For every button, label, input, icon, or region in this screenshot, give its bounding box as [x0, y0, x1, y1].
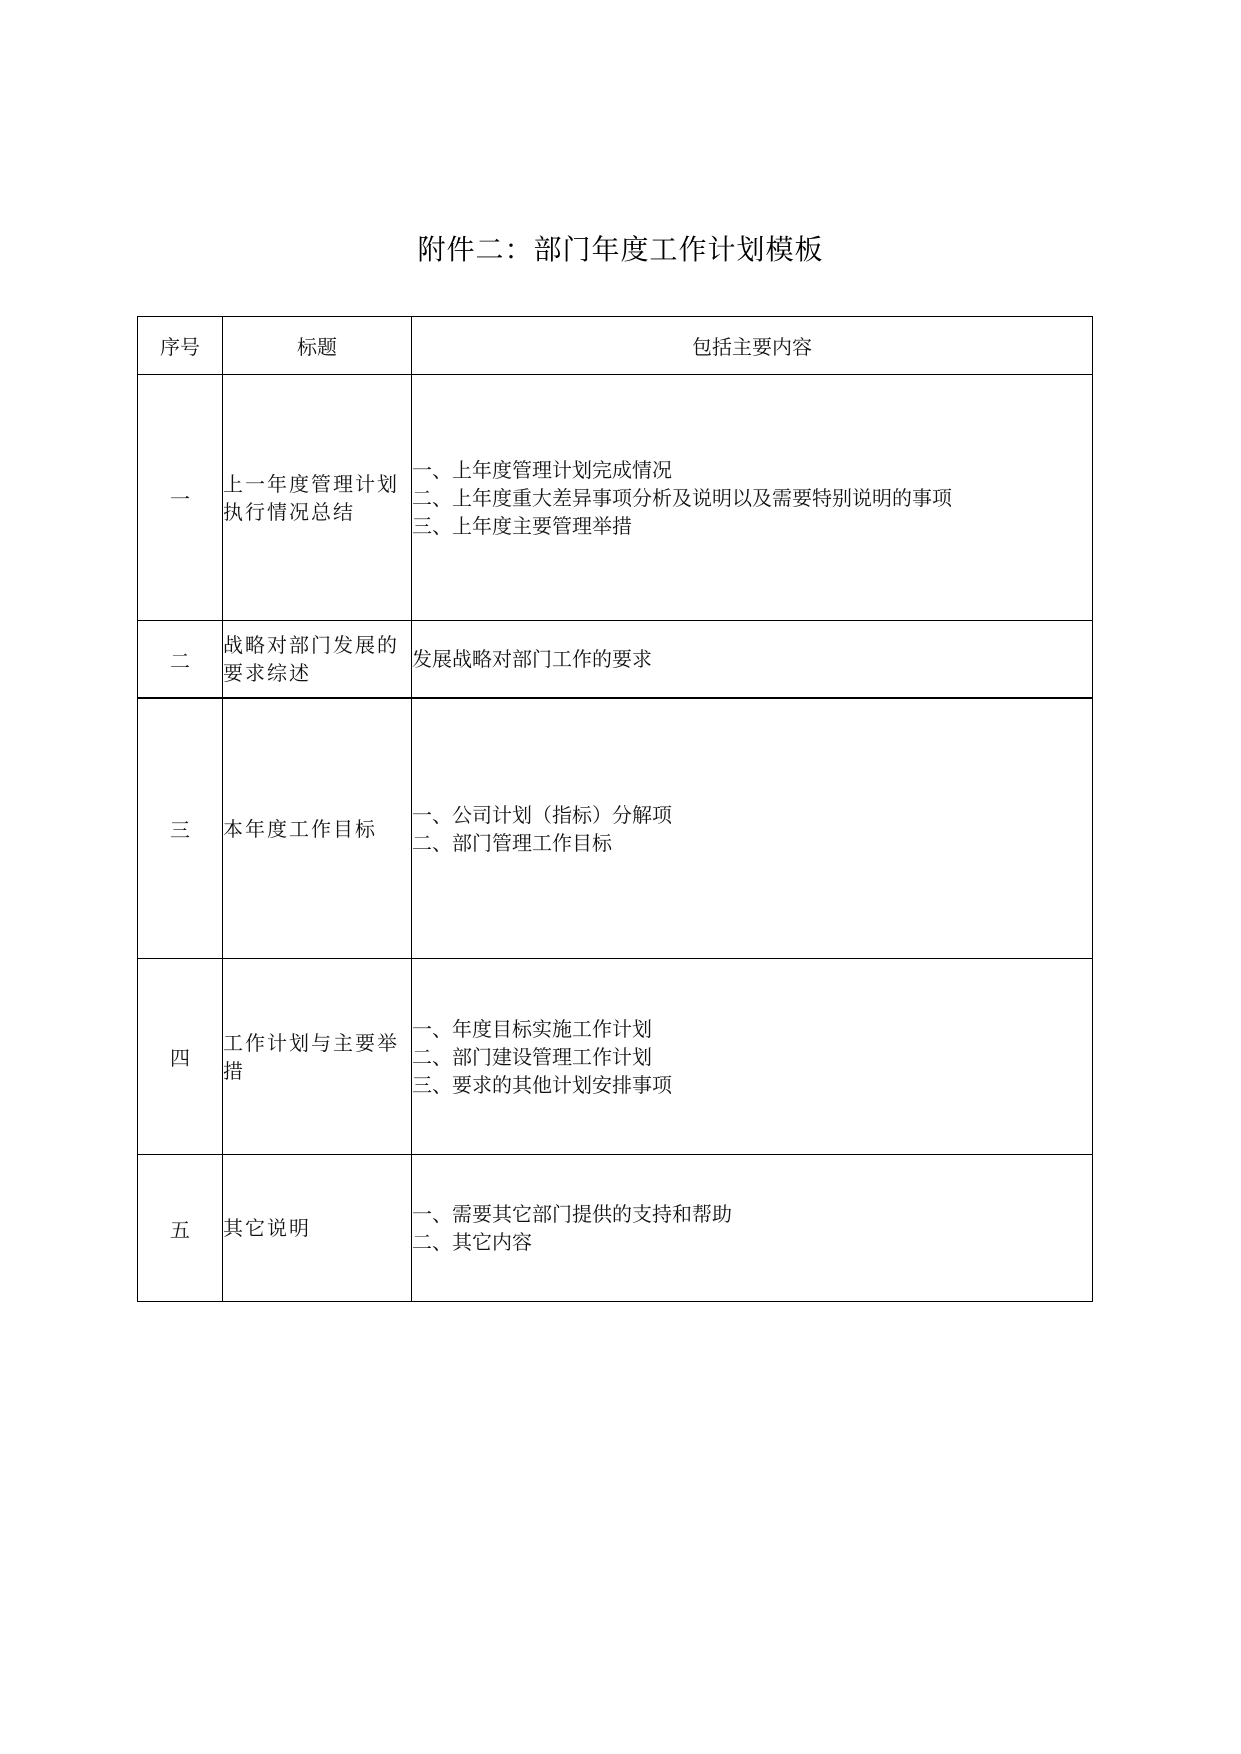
- content-line: 二、部门管理工作目标: [412, 830, 612, 855]
- content-line: 二、上年度重大差异事项分析及说明以及需要特别说明的事项: [412, 485, 952, 510]
- content-line: 发展战略对部门工作的要求: [412, 647, 652, 671]
- table-header-row: [138, 317, 1093, 375]
- row-content: [412, 375, 1093, 621]
- content-line: 一、公司计划（指标）分解项: [412, 802, 672, 827]
- table-row: [138, 959, 1093, 1155]
- table-row: [138, 375, 1093, 621]
- content-line: 二、其它内容: [412, 1230, 532, 1254]
- document-title: 附件二：部门年度工作计划模板: [417, 233, 824, 266]
- header-title: 标题: [223, 317, 412, 375]
- work-plan-table: [137, 316, 1093, 1302]
- content-line: 三、上年度主要管理举措: [412, 513, 632, 538]
- content-line: 三、要求的其他计划安排事项: [412, 1072, 672, 1097]
- content-line: 一、年度目标实施工作计划: [412, 1016, 652, 1041]
- table-row: [138, 698, 1093, 959]
- row-title: 战略对部门发展的要求综述: [223, 621, 412, 699]
- row-content: [412, 698, 1093, 959]
- content-line: 二、部门建设管理工作计划: [412, 1044, 652, 1069]
- row-seq: 三: [138, 698, 223, 959]
- content-line: 一、上年度管理计划完成情况: [412, 457, 672, 482]
- row-seq: 四: [138, 959, 223, 1155]
- row-content: [412, 621, 1093, 699]
- row-seq: 五: [138, 1155, 223, 1302]
- row-seq: 一: [138, 375, 223, 621]
- table-row: [138, 1155, 1093, 1302]
- row-title: 其它说明: [223, 1155, 412, 1302]
- row-title: 本年度工作目标: [223, 698, 412, 959]
- row-seq: 二: [138, 621, 223, 699]
- header-seq: 序号: [138, 317, 223, 375]
- row-content: [412, 1155, 1093, 1302]
- header-content: 包括主要内容: [412, 317, 1093, 375]
- row-content: [412, 959, 1093, 1155]
- row-title: 工作计划与主要举措: [223, 959, 412, 1155]
- content-line: 一、需要其它部门提供的支持和帮助: [412, 1202, 732, 1226]
- row-title: 上一年度管理计划执行情况总结: [223, 375, 412, 621]
- table-row: [138, 621, 1093, 699]
